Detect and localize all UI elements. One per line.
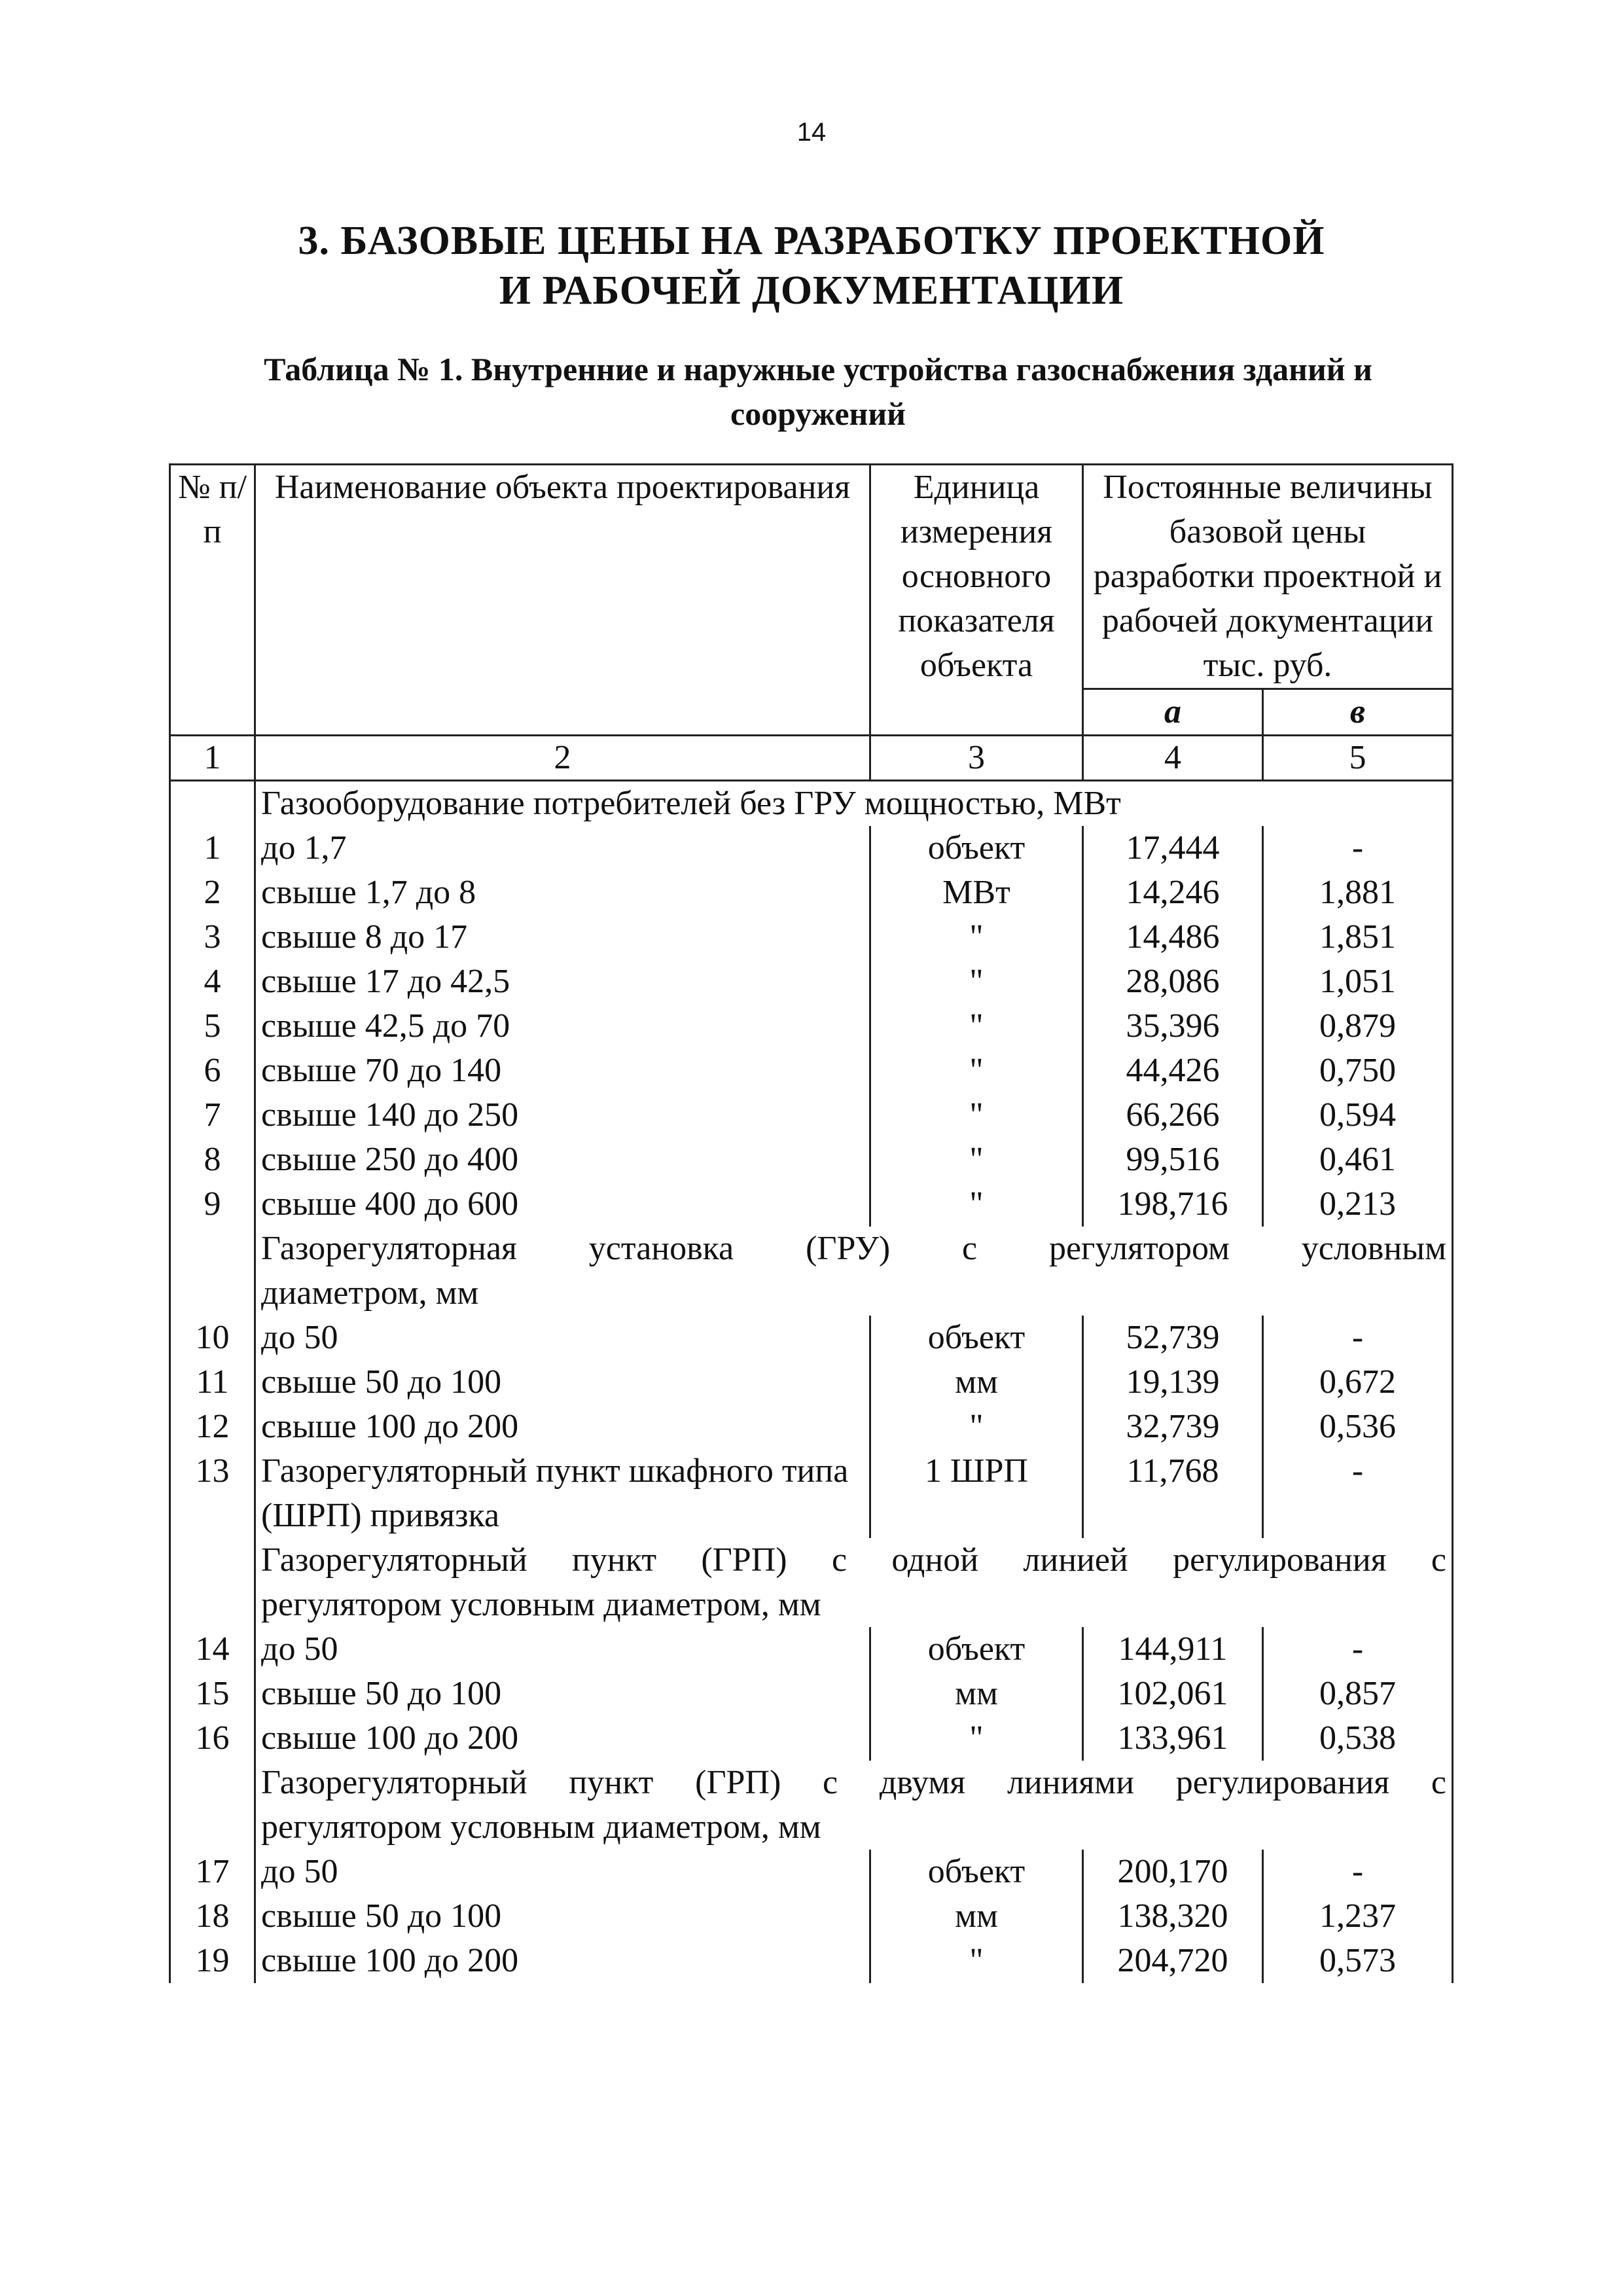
price-b: 1,051: [1263, 960, 1453, 1004]
section-title-line-2: И РАБОЧЕЙ ДОКУМЕНТАЦИИ: [499, 268, 1124, 313]
object-name: свыше 400 до 600: [255, 1182, 870, 1227]
group-title: Газооборудование потребителей без ГРУ мощностью, МВт: [255, 781, 1453, 827]
column-number: 4: [1083, 736, 1263, 781]
unit-of-measure: ": [870, 1093, 1083, 1138]
unit-of-measure: объект: [870, 1850, 1083, 1894]
price-a: 32,739: [1083, 1405, 1263, 1449]
table-caption-line-2: сооружений: [730, 395, 906, 432]
column-number-row: [170, 736, 1453, 781]
group-title-row: [170, 1271, 1453, 1316]
unit-of-measure: ": [870, 1182, 1083, 1227]
unit-of-measure: ": [870, 1716, 1083, 1761]
group-number-empty: [170, 1271, 255, 1316]
group-number-empty: [170, 781, 255, 827]
object-name: свыше 50 до 100: [255, 1360, 870, 1405]
header-unit: Единица измерения основного показателя объекта: [870, 465, 1083, 736]
object-name: свыше 100 до 200: [255, 1405, 870, 1449]
table-row: [170, 1850, 1453, 1894]
header-object-name: Наименование объекта проектирования: [255, 465, 870, 736]
price-a: 99,516: [1083, 1138, 1263, 1182]
group-title-row: [170, 781, 1453, 827]
header-base-price: Постоянные величины базовой цены разработки проектной и рабочей документации тыс. руб.: [1083, 465, 1453, 689]
table-row: [170, 1672, 1453, 1716]
header-number: № п/п: [170, 465, 255, 736]
unit-of-measure: ": [870, 1049, 1083, 1093]
object-name: свыше 250 до 400: [255, 1138, 870, 1182]
row-number: 13: [170, 1449, 255, 1538]
price-b: -: [1263, 1850, 1453, 1894]
price-b: 0,213: [1263, 1182, 1453, 1227]
group-title-row: [170, 1538, 1453, 1583]
price-a: 66,266: [1083, 1093, 1263, 1138]
price-b: 1,851: [1263, 915, 1453, 960]
unit-of-measure: мм: [870, 1894, 1083, 1939]
page-number: 14: [796, 118, 827, 147]
price-a: 200,170: [1083, 1850, 1263, 1894]
object-name: свыше 50 до 100: [255, 1894, 870, 1939]
row-number: 10: [170, 1316, 255, 1360]
price-a: 52,739: [1083, 1316, 1263, 1360]
row-number: 5: [170, 1004, 255, 1049]
price-b: -: [1263, 1627, 1453, 1672]
column-number: 3: [870, 736, 1083, 781]
header-sub-b: в: [1263, 689, 1453, 736]
price-b: 0,538: [1263, 1716, 1453, 1761]
unit-of-measure: объект: [870, 1627, 1083, 1672]
group-title-row: [170, 1761, 1453, 1805]
price-b: 0,536: [1263, 1405, 1453, 1449]
group-number-empty: [170, 1583, 255, 1627]
object-name: до 50: [255, 1850, 870, 1894]
price-b: -: [1263, 826, 1453, 870]
group-number-empty: [170, 1805, 255, 1850]
table-row: [170, 1716, 1453, 1761]
table-row: [170, 1360, 1453, 1405]
table-row: [170, 1049, 1453, 1093]
table-row: [170, 1405, 1453, 1449]
row-number: 16: [170, 1716, 255, 1761]
header-sub-a: а: [1083, 689, 1263, 736]
group-title-row: [170, 1583, 1453, 1627]
object-name: до 50: [255, 1627, 870, 1672]
object-name: свыше 70 до 140: [255, 1049, 870, 1093]
group-title-row: [170, 1227, 1453, 1271]
group-title-continued: регулятором условным диаметром, мм: [255, 1805, 1453, 1850]
table-row: [170, 1449, 1453, 1538]
row-number: 17: [170, 1850, 255, 1894]
row-number: 14: [170, 1627, 255, 1672]
unit-of-measure: мм: [870, 1360, 1083, 1405]
unit-of-measure: МВт: [870, 870, 1083, 915]
group-title: Газорегуляторный пункт (ГРП) с одной линией регулирования с: [255, 1538, 1453, 1583]
table-row: [170, 1093, 1453, 1138]
row-number: 3: [170, 915, 255, 960]
price-a: 35,396: [1083, 1004, 1263, 1049]
price-a: 28,086: [1083, 960, 1263, 1004]
object-name: свыше 50 до 100: [255, 1672, 870, 1716]
row-number: 8: [170, 1138, 255, 1182]
row-number: 9: [170, 1182, 255, 1227]
group-title-row: [170, 1805, 1453, 1850]
price-a: 198,716: [1083, 1182, 1263, 1227]
unit-of-measure: ": [870, 960, 1083, 1004]
row-number: 2: [170, 870, 255, 915]
table-row: [170, 1316, 1453, 1360]
group-title-continued: диаметром, мм: [255, 1271, 1453, 1316]
object-name: до 50: [255, 1316, 870, 1360]
price-a: 14,246: [1083, 870, 1263, 915]
row-number: 15: [170, 1672, 255, 1716]
price-b: 0,879: [1263, 1004, 1453, 1049]
table-row: [170, 1182, 1453, 1227]
column-number: 1: [170, 736, 255, 781]
price-a: 133,961: [1083, 1716, 1263, 1761]
price-a: 44,426: [1083, 1049, 1263, 1093]
object-name: свыше 1,7 до 8: [255, 870, 870, 915]
section-title: [196, 216, 1427, 315]
price-table: [169, 463, 1454, 1983]
unit-of-measure: ": [870, 1004, 1083, 1049]
object-name: свыше 8 до 17: [255, 915, 870, 960]
object-name: свыше 42,5 до 70: [255, 1004, 870, 1049]
group-number-empty: [170, 1227, 255, 1271]
row-number: 4: [170, 960, 255, 1004]
column-number: 5: [1263, 736, 1453, 781]
group-title: Газорегуляторный пункт (ГРП) с двумя линиями регулирования с: [255, 1761, 1453, 1805]
table-row: [170, 826, 1453, 870]
table-caption: [170, 347, 1466, 436]
table-caption-line-1: Таблица № 1. Внутренние и наружные устройства газоснабжения зданий и: [264, 351, 1372, 387]
object-name: Газорегуляторный пункт шкафного типа (ШРП) привязка: [255, 1449, 870, 1538]
object-name: свыше 100 до 200: [255, 1716, 870, 1761]
row-number: 18: [170, 1894, 255, 1939]
unit-of-measure: ": [870, 915, 1083, 960]
unit-of-measure: 1 ШРП: [870, 1449, 1083, 1538]
unit-of-measure: мм: [870, 1672, 1083, 1716]
price-b: 0,857: [1263, 1672, 1453, 1716]
price-b: -: [1263, 1316, 1453, 1360]
price-a: 17,444: [1083, 826, 1263, 870]
table-row: [170, 960, 1453, 1004]
price-a: 19,139: [1083, 1360, 1263, 1405]
price-b: 0,461: [1263, 1138, 1453, 1182]
table-row: [170, 1894, 1453, 1939]
unit-of-measure: объект: [870, 826, 1083, 870]
table-row: [170, 915, 1453, 960]
price-a: 11,768: [1083, 1449, 1263, 1538]
price-a: 138,320: [1083, 1894, 1263, 1939]
object-name: свыше 100 до 200: [255, 1939, 870, 1983]
price-b: 0,594: [1263, 1093, 1453, 1138]
group-number-empty: [170, 1538, 255, 1583]
table-row: [170, 1939, 1453, 1983]
price-a: 102,061: [1083, 1672, 1263, 1716]
group-title-continued: регулятором условным диаметром, мм: [255, 1583, 1453, 1627]
row-number: 6: [170, 1049, 255, 1093]
unit-of-measure: объект: [870, 1316, 1083, 1360]
row-number: 19: [170, 1939, 255, 1983]
row-number: 7: [170, 1093, 255, 1138]
column-number: 2: [255, 736, 870, 781]
price-a: 14,486: [1083, 915, 1263, 960]
unit-of-measure: ": [870, 1939, 1083, 1983]
object-name: до 1,7: [255, 826, 870, 870]
price-b: 0,672: [1263, 1360, 1453, 1405]
table-row: [170, 1627, 1453, 1672]
price-b: 1,881: [1263, 870, 1453, 915]
row-number: 12: [170, 1405, 255, 1449]
table-row: [170, 870, 1453, 915]
unit-of-measure: ": [870, 1405, 1083, 1449]
price-b: 1,237: [1263, 1894, 1453, 1939]
section-title-line-1: 3. БАЗОВЫЕ ЦЕНЫ НА РАЗРАБОТКУ ПРОЕКТНОЙ: [298, 219, 1325, 263]
table-row: [170, 1138, 1453, 1182]
row-number: 11: [170, 1360, 255, 1405]
price-b: 0,750: [1263, 1049, 1453, 1093]
price-a: 144,911: [1083, 1627, 1263, 1672]
unit-of-measure: ": [870, 1138, 1083, 1182]
object-name: свыше 17 до 42,5: [255, 960, 870, 1004]
group-number-empty: [170, 1761, 255, 1805]
price-b: 0,573: [1263, 1939, 1453, 1983]
table-row: [170, 1004, 1453, 1049]
price-b: -: [1263, 1449, 1453, 1538]
price-a: 204,720: [1083, 1939, 1263, 1983]
group-title: Газорегуляторная установка (ГРУ) с регулятором условным: [255, 1227, 1453, 1271]
row-number: 1: [170, 826, 255, 870]
object-name: свыше 140 до 250: [255, 1093, 870, 1138]
